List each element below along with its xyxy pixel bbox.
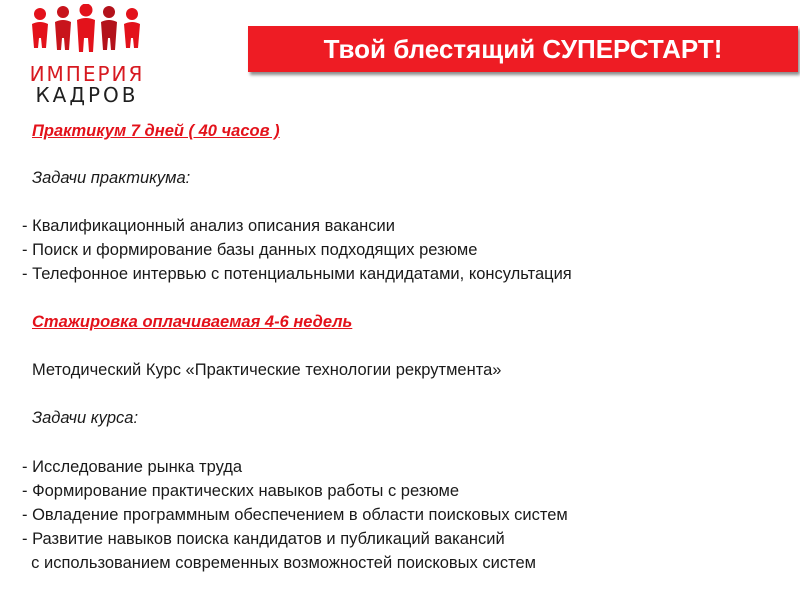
course-task-item: - Формирование практических навыков работы с резюме [22,482,460,500]
practicum-tasks-heading: Задачи практикума: [32,169,191,187]
course-task-item: - Развитие навыков поиска кандидатов и публикаций вакансий [22,530,505,548]
practicum-title: Практикум 7 дней ( 40 часов ) [32,122,280,140]
practicum-task-item: - Телефонное интервью с потенциальными кандидатами, консультация [22,265,572,283]
course-task-item-continuation: с использованием современных возможностей поисковых систем [22,554,536,572]
banner-title: Твой блестящий СУПЕРСТАРТ! [323,34,723,64]
logo-text-line1: ИМПЕРИЯ [29,62,145,86]
course-task-item: - Исследование рынка труда [22,458,243,476]
logo-text-line2: КАДРОВ [35,83,139,107]
course-title: Методический Курс «Практические технологии рекрутмента» [32,361,502,379]
internship-title: Стажировка оплачиваемая 4-6 недель [32,313,353,331]
course-task-item: - Овладение программным обеспечением в области поисковых систем [22,506,568,524]
practicum-task-item: - Квалификационный анализ описания вакансии [22,217,395,235]
course-tasks-heading: Задачи курса: [32,409,139,427]
practicum-task-item: - Поиск и формирование базы данных подходящих резюме [22,241,478,259]
